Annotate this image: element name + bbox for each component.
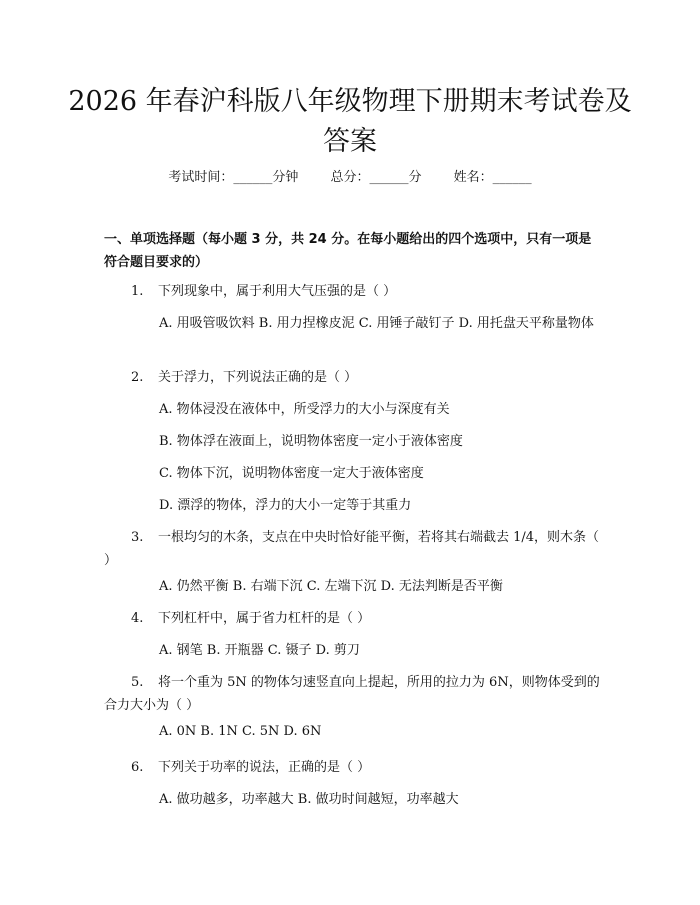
exam-title: 2026 年春沪科版八年级物理下册期末考试卷及答案: [68, 86, 632, 157]
section-heading: 一、单项选择题（每小题 3 分，共 24 分。在每小题给出的四个选项中，只有一项是符合题目要求的）: [104, 232, 592, 270]
question-2-option-d: D. 漂浮的物体，浮力的大小一定等于其重力: [159, 498, 412, 513]
question-2-option-b: B. 物体浮在液面上，说明物体密度一定小于液体密度: [159, 434, 463, 449]
question-6: [104, 756, 602, 779]
question-4-options: A. 钢笔 B. 开瓶器 C. 镊子 D. 剪刀: [159, 643, 360, 658]
question-text: 关于浮力，下列说法正确的是（ ）: [158, 370, 358, 385]
question-2: [104, 366, 602, 389]
question-number: 3.: [131, 530, 144, 545]
question-text: 一根均匀的木条，支点在中央时恰好能平衡，若将其右端截去 1/4，则木条（ ）: [104, 530, 600, 568]
question-text: 下列杠杆中，属于省力杠杆的是（ ）: [158, 611, 371, 626]
exam-time: 考试时间：______分钟: [168, 170, 299, 185]
question-text: 下列现象中，属于利用大气压强的是（ ）: [158, 284, 397, 299]
exam-score: 总分：______分: [330, 170, 422, 185]
question-2-option-a: A. 物体浸没在液体中，所受浮力的大小与深度有关: [159, 402, 450, 417]
question-3-options: A. 仍然平衡 B. 右端下沉 C. 左端下沉 D. 无法判断是否平衡: [159, 579, 503, 594]
question-3: [104, 526, 602, 572]
student-name: 姓名：______: [453, 170, 532, 185]
question-text: 下列关于功率的说法，正确的是（ ）: [158, 760, 371, 775]
question-number: 6.: [131, 760, 144, 775]
question-number: 4.: [131, 611, 144, 626]
question-text: 将一个重为 5N 的物体匀速竖直向上提起，所用的拉力为 6N，则物体受到的合力大小为（ ）: [104, 675, 600, 713]
question-2-option-c: C. 物体下沉，说明物体密度一定大于液体密度: [159, 466, 424, 481]
question-1-options: A. 用吸管吸饮料 B. 用力捏橡皮泥 C. 用锤子敲钉子 D. 用托盘天平称量物体: [159, 316, 594, 331]
question-number: 5.: [131, 675, 144, 690]
question-1: [104, 280, 602, 303]
question-5-options: A. 0N B. 1N C. 5N D. 6N: [159, 724, 322, 739]
exam-meta: [0, 168, 700, 188]
question-5: [104, 671, 602, 717]
question-6-options: A. 做功越多，功率越大 B. 做功时间越短，功率越大: [159, 792, 459, 807]
question-4: [104, 607, 602, 630]
question-number: 1.: [131, 284, 144, 299]
question-number: 2.: [131, 370, 144, 385]
